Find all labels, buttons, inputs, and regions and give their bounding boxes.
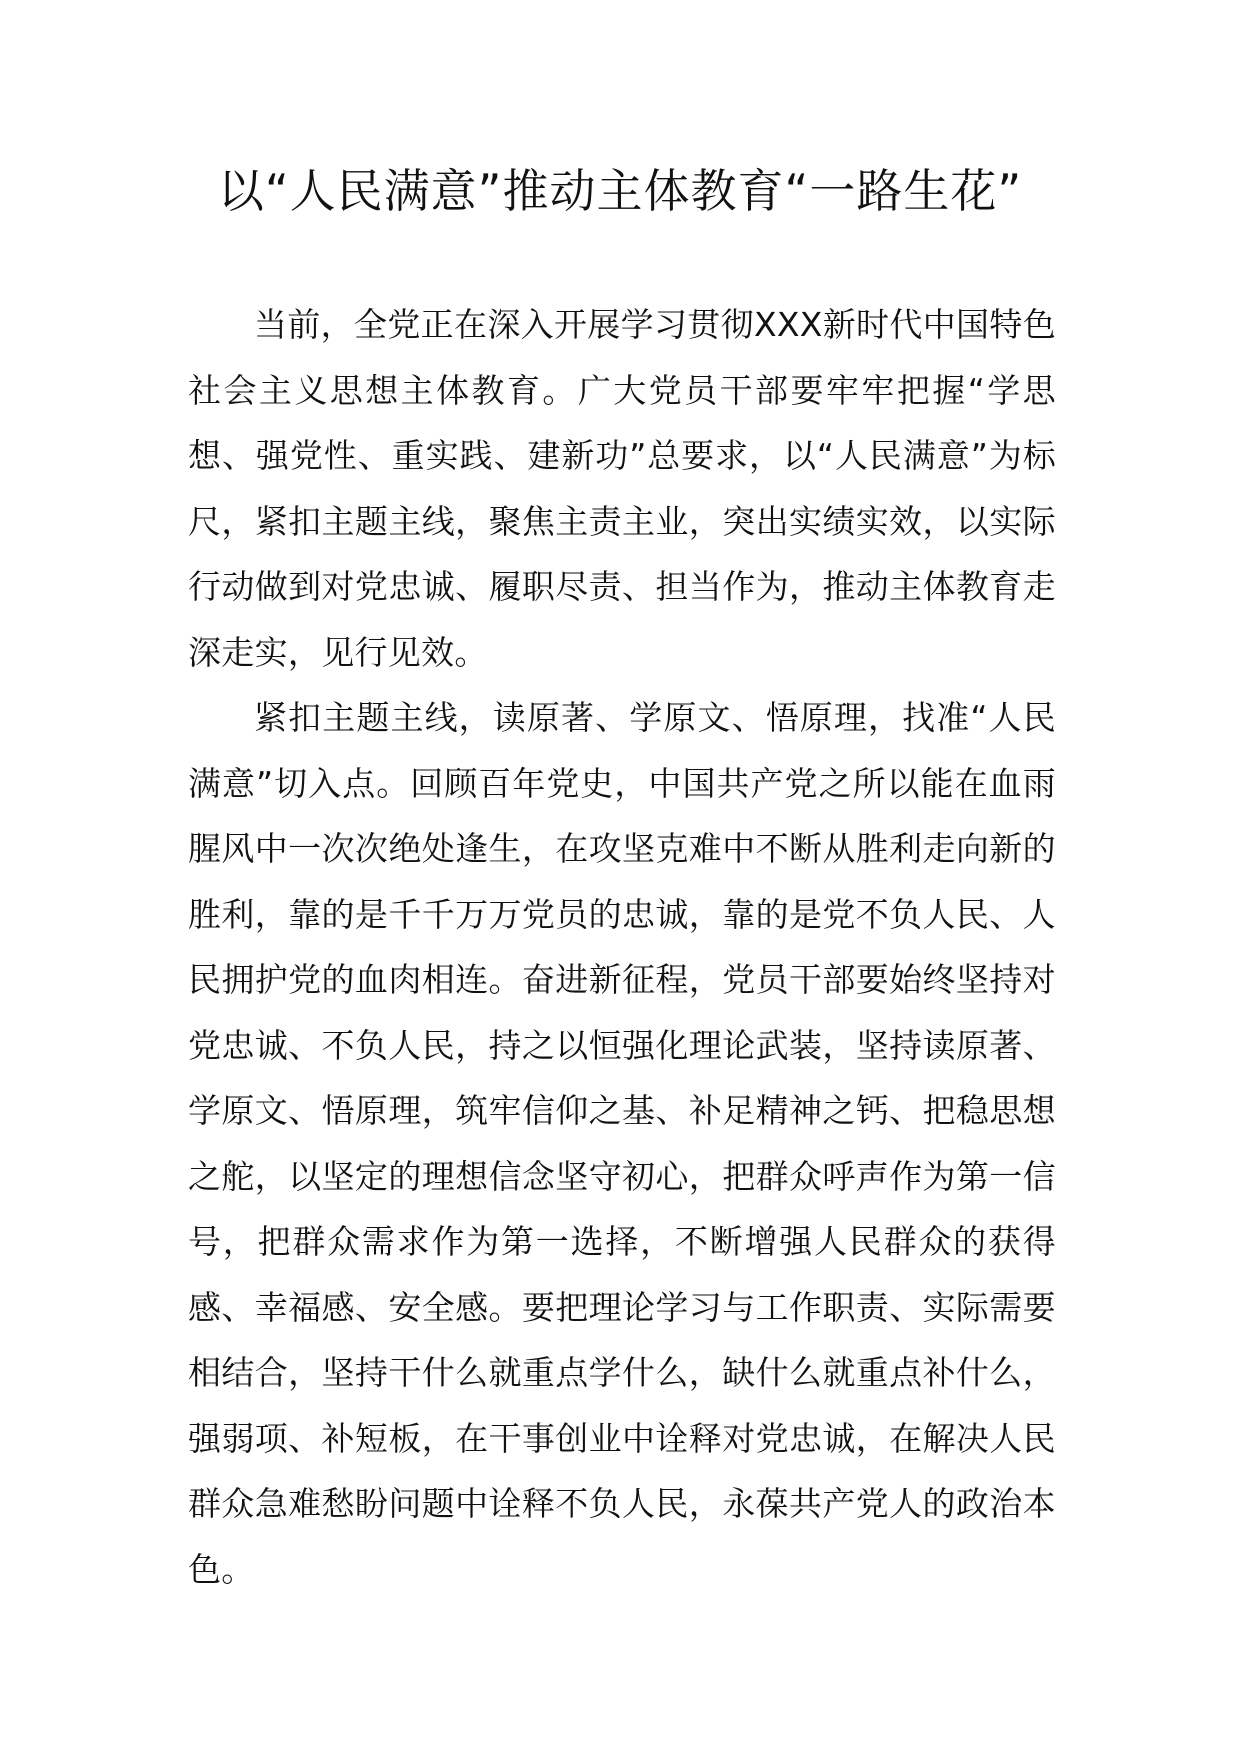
document-body — [188, 292, 1056, 1602]
paragraph-2: 紧扣主题主线，读原著、学原文、悟原理，找准“人民满意”切入点。回顾百年党史，中国共产党之所以能在血雨腥风中一次次绝处逢生，在攻坚克难中不断从胜利走向新的胜利，靠的是千千万万党员的忠诚，靠的是党不负人民、人民拥护党的血肉相连。奋进新征程，党员干部要始终坚持对党忠诚、不负人民，持之以恒强化理论武装，坚持读原著、学原文、悟原理，筑牢信仰之基、补足精神之钙、把稳思想之舵，以坚定的理想信念坚守初心，把群众呼声作为第一信号，把群众需求作为第一选择，不断增强人民群众的获得感、幸福感、安全感。要把理论学习与工作职责、实际需要相结合，坚持干什么就重点学什么，缺什么就重点补什么，强弱项、补短板，在干事创业中诠释对党忠诚，在解决人民群众急难愁盼问题中诠释不负人民，永葆共产党人的政治本色。 — [188, 698, 1056, 1589]
paragraph-1: 当前，全党正在深入开展学习贯彻XXX新时代中国特色社会主义思想主体教育。广大党员干部要牢牢把握“学思想、强党性、重实践、建新功”总要求，以“人民满意”为标尺，紧扣主题主线，聚焦主责主业，突出实绩实效，以实际行动做到对党忠诚、履职尽责、担当作为，推动主体教育走深走实，见行见效。 — [188, 305, 1056, 672]
document-title: 以“人民满意”推动主体教育“一路生花” — [217, 164, 1023, 218]
